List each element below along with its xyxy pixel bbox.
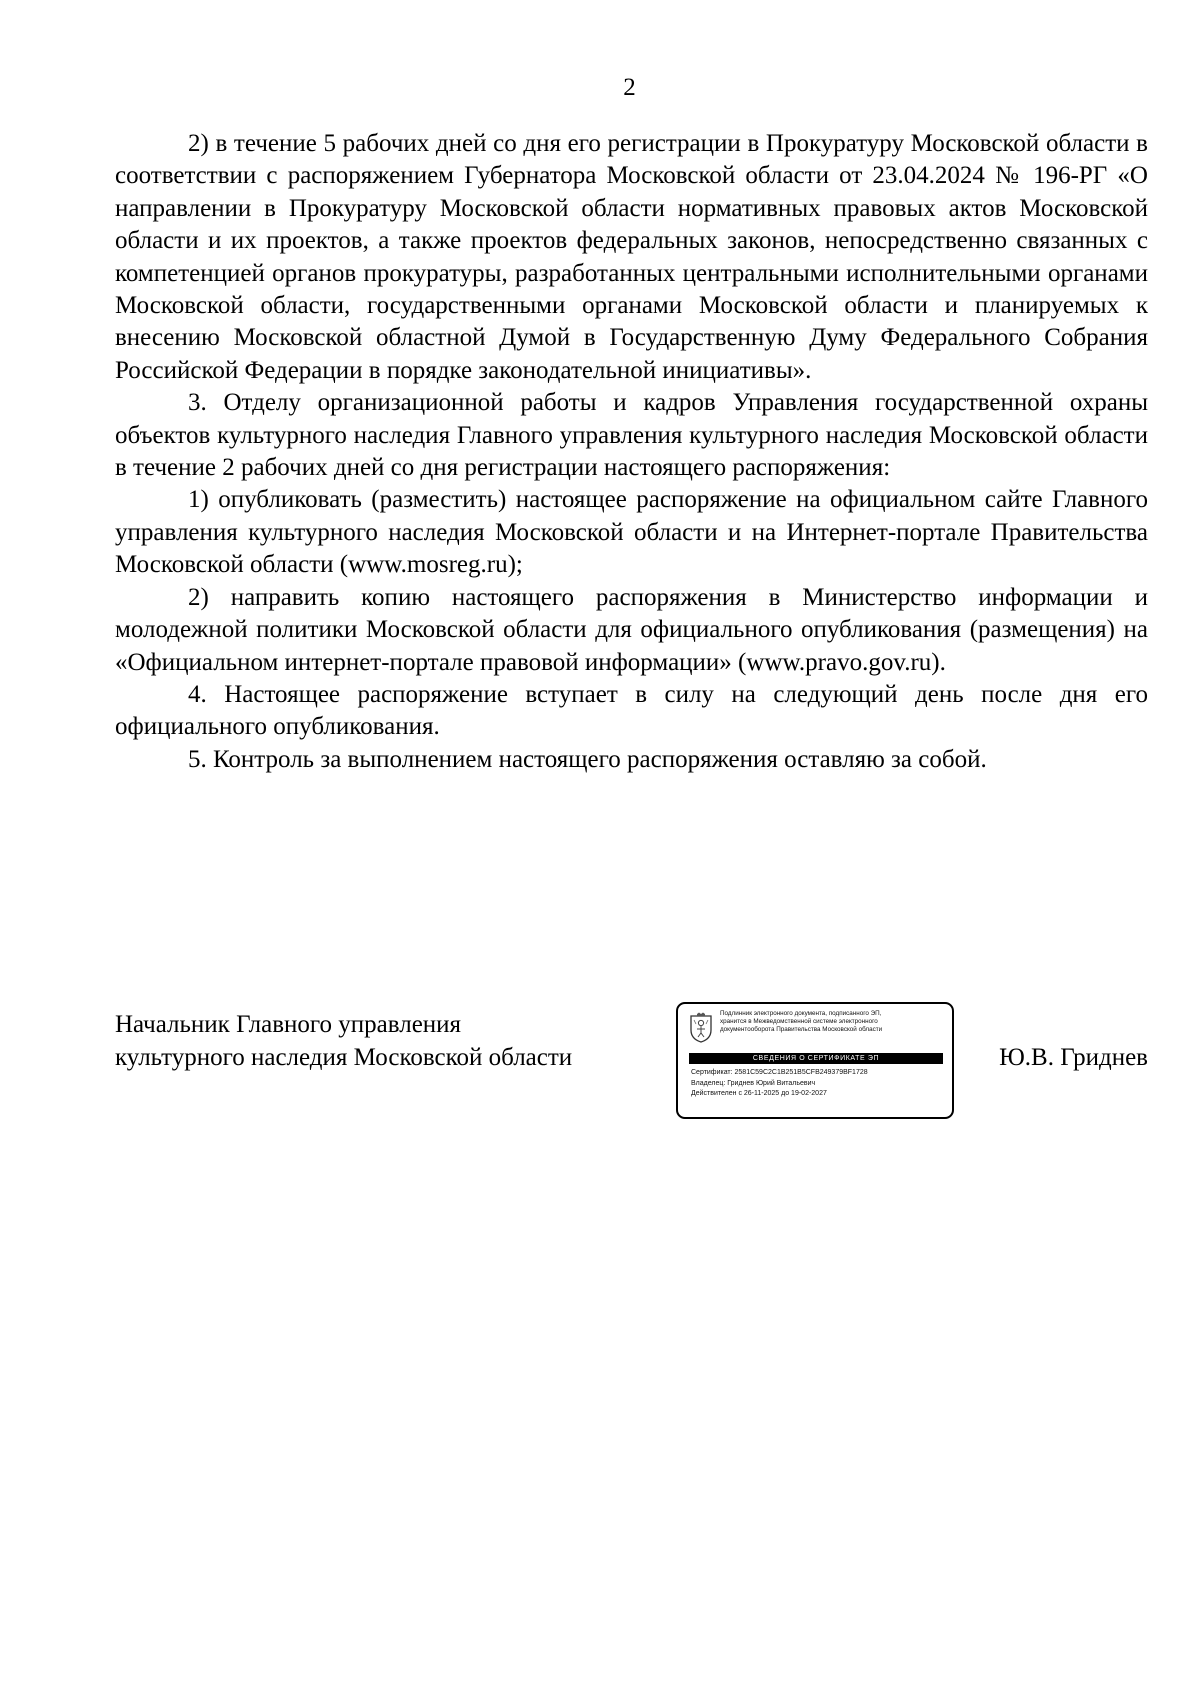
paragraph-item-2-prosecutor: 2) в течение 5 рабочих дней со дня его регистрации в Прокуратуру Московской области в соответствии с распоряжением Губернатора Московской области от 23.04.2024 № 196-РГ «О направлении в Прокуратуру Московской области нормативных правовых актов Московской области и их проектов, а также проектов федеральных законов, непосредственно связанных с компетенцией органов прокуратуры, разработанных центральными исполнительными органами Московской области, государственными органами Московской области и планируемых к внесению Московской областной Думой в Государственную Думу Федерального Собрания Российской Федерации в порядке законодательной инициативы». [115,130,1148,384]
stamp-header [720,1010,948,1035]
stamp-header-line: документооборота Правительства Московской области [720,1026,883,1034]
paragraph-item-1-publish: 1) опубликовать (разместить) настоящее распоряжение на официальном сайте Главного управления культурного наследия Московской области и на Интернет-портале Правительства Московской области (www.mosreg.ru); [115,486,1148,579]
signer-title-line: Начальник Главного управления [115,1011,462,1038]
page-number: 2 [623,74,636,101]
stamp-header-line: Подлинник электронного документа, подписанного ЭП, [720,1010,882,1017]
paragraph-point-3: 3. Отделу организационной работы и кадров Управления государственной охраны объектов культурного наследия Главного управления культурного наследия Московской области в течение 2 рабочих дней со дня регистрации настоящего распоряжения: [115,389,1148,482]
signer-title [115,1009,572,1074]
paragraph-item-2-send-copy: 2) направить копию настоящего распоряжения в Министерство информации и молодежной политики Московской области для официального опубликования (размещения) на «Официальном интернет-портале правовой информации» (www.pravo.gov.ru). [115,583,1148,676]
stamp-header-line: хранится в Межведомственной системе электронного [720,1018,878,1026]
signature-block [115,1009,1148,1139]
signer-title-line: культурного наследия Московской области [115,1043,573,1071]
stamp-details [691,1068,868,1100]
document-body [115,128,1148,776]
paragraph-point-5: 5. Контроль за выполнением настоящего распоряжения оставляю за собой. [188,745,987,773]
stamp-owner: Владелец: Гриднев Юрий Витальевич [691,1079,816,1087]
electronic-signature-stamp [676,1002,954,1119]
paragraph-point-4: 4. Настоящее распоряжение вступает в силу на следующий день после дня его официального опубликования. [115,680,1148,741]
coat-of-arms-icon [688,1012,714,1044]
stamp-certificate-bar: СВЕДЕНИЯ О СЕРТИФИКАТЕ ЭП [689,1053,943,1064]
stamp-validity: Действителен с 26-11-2025 до 19-02-2027 [691,1090,827,1098]
stamp-certificate-number: Сертификат: 2581C59C2C1B251B5CFB249379BF1728 [691,1069,868,1076]
signer-name: Ю.В. Гриднев [999,1044,1148,1071]
